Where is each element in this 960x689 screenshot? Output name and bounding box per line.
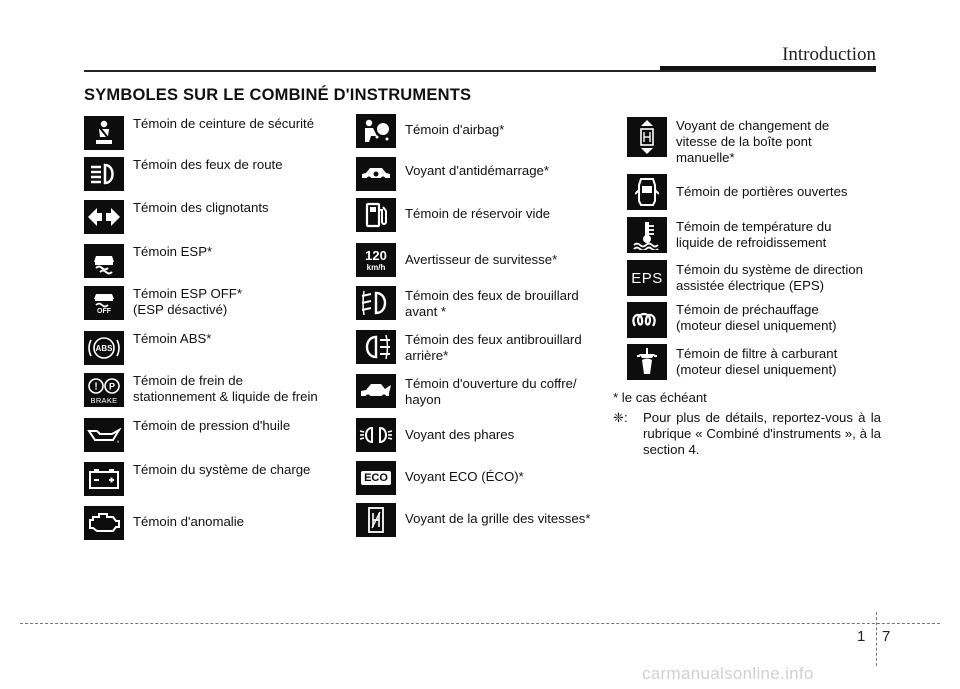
trunk-open-icon [356,374,396,408]
list-item [627,174,848,210]
note-symbol: ❈: [613,410,628,425]
footer-rule [20,623,940,624]
icon-caption: ECO [361,471,391,485]
notes-block [613,390,881,458]
item-label: Témoin des feux antibrouillard arrière* [405,332,582,363]
list-item [627,302,837,338]
svg-text:!: ! [94,381,98,392]
icon-caption: OFF [97,308,111,315]
list-item [84,157,283,191]
brake-icon [84,373,124,407]
icon-caption: 120 [365,247,387,263]
watermark: carmanualsonline.info [642,664,814,683]
list-item [356,330,582,364]
item-label: Témoin de préchauffage (moteur diesel uniquement) [676,302,837,333]
item-label: Témoin du système de charge [133,462,311,477]
list-item [84,418,290,452]
list-item [627,344,837,380]
list-item [356,157,549,191]
coolant-temp-icon [627,217,667,253]
item-label: Témoin des feux de brouillard avant * [405,288,579,319]
airbag-icon [356,114,396,148]
headlight-icon [356,418,396,452]
list-item [356,114,504,148]
list-item [356,461,524,495]
list-item [627,217,831,253]
fuel-icon [356,198,396,232]
list-item [356,503,590,537]
front-fog-icon [356,286,396,320]
seatbelt-icon [84,116,124,150]
footnote: * le cas échéant [613,390,707,405]
list-item [84,286,242,320]
eps-icon [627,260,667,296]
list-item [84,116,314,150]
overspeed-icon [356,243,396,277]
item-label: Témoin ABS* [133,331,212,346]
turn-signal-icon [84,200,124,234]
esp-icon [84,244,124,278]
icon-subcaption: km/h [366,262,386,272]
list-item [84,506,244,540]
esp-off-icon [84,286,124,320]
item-label: Voyant de changement de vitesse de la boîte pont manuelle* [676,118,830,165]
list-item [356,286,579,320]
section-title: SYMBOLES SUR LE COMBINÉ D'INSTRUMENTS [84,86,472,104]
battery-icon [84,462,124,496]
item-label: Témoin de ceinture de sécurité [133,116,315,131]
item-label: Témoin des clignotants [133,200,269,215]
list-item [356,243,557,277]
item-label: Témoin ESP* [133,244,213,259]
item-label: Témoin du système de direction assistée électrique (EPS) [676,262,863,293]
rear-fog-icon [356,330,396,364]
list-item [84,331,211,365]
header-rule [84,70,876,72]
engine-check-icon [84,506,124,540]
icon-caption: BRAKE [90,395,118,405]
item-label: Témoin de filtre à carburant (moteur diesel uniquement) [676,346,838,377]
item-label: Avertisseur de survitesse* [405,252,558,267]
item-label: Témoin de réservoir vide [405,206,551,221]
item-label: Témoin de pression d'huile [133,418,291,433]
list-item [356,198,550,232]
item-label: Voyant d'antidémarrage* [405,163,550,178]
glow-plug-icon [627,302,667,338]
list-item [84,200,269,234]
svg-text:P: P [108,381,116,391]
high-beam-icon [84,157,124,191]
list-item [627,260,863,296]
shift-grid-icon [356,503,396,537]
icon-caption: EPS [631,269,663,287]
item-label: Témoin d'ouverture du coffre/ hayon [405,376,577,407]
detail-note [613,410,881,458]
list-item [627,117,829,166]
item-label: Témoin de température du liquide de refroidissement [676,219,832,250]
item-label: Témoin de portières ouvertes [676,184,848,199]
shift-indicator-icon [627,117,667,157]
item-label: Témoin d'anomalie [133,514,245,529]
page-chapter-number: 1 [857,628,866,645]
fuel-filter-icon [627,344,667,380]
note-text: Pour plus de détails, reportez-vous à la rubrique « Combiné d'instruments », à la section 4. [643,410,881,457]
page-divider [876,612,877,666]
chapter-title: Introduction [782,44,876,65]
item-label: Témoin d'airbag* [405,122,505,137]
item-label: Témoin ESP OFF* (ESP désactivé) [133,286,242,317]
item-label: Témoin des feux de route [133,157,283,172]
item-label: Voyant de la grille des vitesses* [405,511,591,526]
item-label: Voyant ECO (ÉCO)* [405,469,524,484]
icon-caption: ABS [95,343,113,353]
immobilizer-icon [356,157,396,191]
oil-pressure-icon [84,418,124,452]
list-item [84,244,212,278]
item-label: Voyant des phares [405,427,515,442]
list-item [84,373,318,407]
eco-icon [356,461,396,495]
list-item [356,418,514,452]
list-item [356,374,577,408]
list-item [84,462,310,496]
page-number: 7 [882,628,891,645]
item-label: Témoin de frein de stationnement & liquide de frein [133,373,318,404]
door-open-icon [627,174,667,210]
abs-icon [84,331,124,365]
